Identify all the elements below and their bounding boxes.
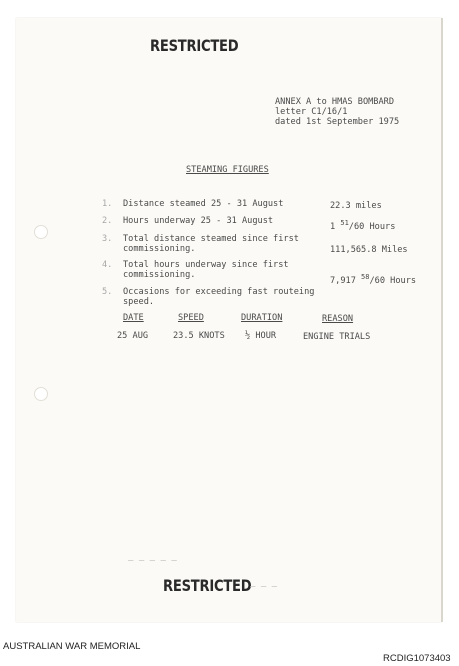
document-page [16,18,442,622]
item-number-2: 2. [102,216,113,226]
item-label-3-line2: commissioning. [123,244,196,254]
item-number-4: 4. [102,260,113,270]
archive-item-id: RCDIG1073403 [383,653,451,664]
item-value-1: 22.3 miles [330,201,382,211]
item-value-4-rest: /60 Hours [369,275,417,286]
punch-hole-bottom [34,387,48,401]
table-cell-date: 25 AUG [117,331,149,341]
item-value-2-numerator: 51 [340,219,349,227]
archive-source-label: AUSTRALIAN WAR MEMORIAL [3,641,141,652]
item-label-5-line1: Occasions for exceeding fast routeing [123,287,315,297]
item-label-3-line1: Total distance steamed since first [123,234,299,244]
table-cell-duration: ½ HOUR [245,331,277,341]
stamp-bleed-mark-right: – – – [250,582,278,592]
table-cell-speed: 23.5 KNOTS [173,331,225,341]
item-number-1: 1. [102,199,113,209]
stamp-bleed-mark: – – – – – [128,556,177,566]
item-label-4-line1: Total hours underway since first [123,260,289,270]
table-cell-reason: ENGINE TRIALS [303,332,371,342]
annex-line-3: dated 1st September 1975 [275,117,400,127]
punch-hole-top [34,225,48,239]
header-restricted-stamp: RESTRICTED [150,36,239,55]
table-header-speed: SPEED [178,313,204,323]
item-value-4 [330,272,416,286]
item-value-4-whole: 7,917 [330,275,362,286]
table-header-reason: REASON [322,314,354,324]
item-value-3: 111,565.8 Miles [330,245,408,255]
item-label-5-line2: speed. [123,297,155,307]
annex-line-1: ANNEX A to HMAS BOMBARD [275,97,394,107]
page-edge [441,18,443,622]
table-header-date: DATE [123,313,144,323]
item-value-4-numerator: 58 [361,273,370,281]
table-header-duration: DURATION [241,313,283,323]
item-number-3: 3. [102,234,113,244]
item-number-5: 5. [102,287,113,297]
item-value-2-whole: 1 [330,221,341,232]
item-label-1: Distance steamed 25 - 31 August [123,199,284,209]
footer-restricted-stamp: RESTRICTED [163,576,252,595]
document-title: STEAMING FIGURES [186,165,269,175]
item-value-2-rest: /60 Hours [348,221,396,232]
annex-line-2: letter C1/16/1 [275,107,348,117]
item-value-2 [330,218,395,232]
item-label-2: Hours underway 25 - 31 August [123,216,274,226]
item-label-4-line2: commissioning. [123,270,196,280]
